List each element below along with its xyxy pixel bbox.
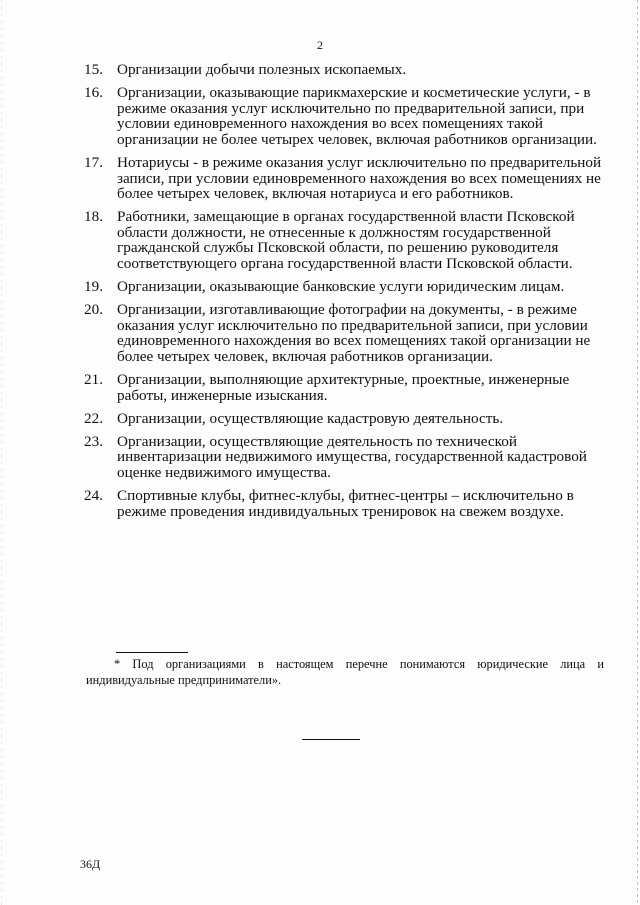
list-item — [84, 372, 604, 403]
list-item — [84, 62, 604, 78]
item-text: Организации, выполняющие архитектурные, проектные, инженерные работы, инженерные изыскания. — [117, 371, 570, 404]
item-text: Организации, осуществляющие кадастровую деятельность. — [117, 409, 504, 427]
numbered-list — [84, 62, 604, 527]
item-number: 19. — [84, 278, 103, 296]
list-item — [84, 279, 604, 295]
list-item — [84, 488, 604, 519]
end-of-document-rule — [302, 739, 360, 740]
list-item — [84, 209, 604, 271]
item-number: 23. — [84, 432, 103, 450]
list-item — [84, 155, 604, 202]
item-text: Организации, осуществляющие деятельность по технической инвентаризации недвижимого имущества, государственной кадастровой оценке недвижимого имущества. — [117, 432, 587, 482]
footnote-separator — [116, 652, 188, 653]
item-text: Организации, изготавливающие фотографии на документы, - в режиме оказания услуг исключительно по предварительной записи, при условии единовременного нахождения во всех помещениях такой организации не более четырех человек, включая работников организации. — [117, 301, 591, 365]
list-item — [84, 302, 604, 364]
item-number: 18. — [84, 208, 103, 226]
page-number: 2 — [317, 38, 323, 52]
item-text: Работники, замещающие в органах государственной власти Псковской области должности, не отнесенные к должностям государственной гражданской службы Псковской области, по решению руководителя соответствующего органа государственной власти Псковской области. — [117, 208, 575, 273]
item-number: 17. — [84, 153, 103, 171]
item-number: 21. — [84, 371, 103, 389]
footnote: * Под организациями в настоящем перечне понимаются юридические лица и индивидуальные предприниматели». — [86, 657, 604, 687]
scan-edge-left — [1, 0, 2, 905]
item-number: 22. — [84, 409, 103, 427]
item-text: Организации, оказывающие банковские услуги юридическим лицам. — [117, 278, 565, 296]
scan-edge-right — [637, 0, 638, 905]
item-text: Организации добычи полезных ископаемых. — [117, 61, 407, 78]
document-code: 36Д — [80, 857, 101, 871]
item-number: 16. — [84, 84, 103, 102]
item-text: Организации, оказывающие парикмахерские и косметические услуги, - в режиме оказания услуг исключительно по предварительной записи, при условии единовременного нахождения во всех помещениях такой организации не более четырех человек, включая работников организации. — [117, 84, 597, 148]
list-item — [84, 85, 604, 147]
list-item — [84, 411, 604, 427]
item-number: 15. — [84, 61, 103, 78]
item-text: Спортивные клубы, фитнес-клубы, фитнес-центры – исключительно в режиме проведения индивидуальных тренировок на свежем воздухе. — [117, 487, 574, 520]
list-item — [84, 434, 604, 481]
item-text: Нотариусы - в режиме оказания услуг исключительно по предварительной записи, при условии единовременного нахождения во всех помещениях не более четырех человек, включая нотариуса и его работников. — [117, 153, 602, 203]
item-number: 20. — [84, 301, 103, 319]
item-number: 24. — [84, 487, 103, 505]
